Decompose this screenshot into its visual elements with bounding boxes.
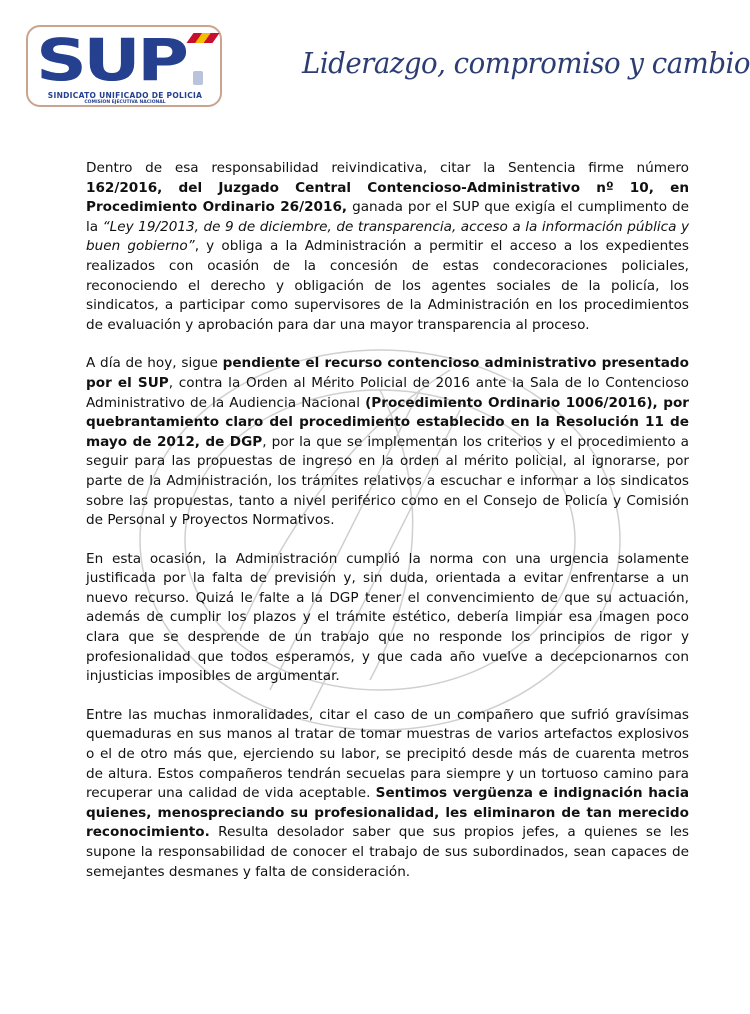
text-segment-normal: Entre las muchas inmoralidades, citar el caso de un compañero que sufrió gravísimas quemaduras en sus manos al tratar de tomar muestras de varios artefactos explosivos o el de otro más que, ejerciendo su labor, se precipitó desde más de cuarenta metros de altura. Estos compañeros tendrán secuelas para siempre y un tortuoso camino para recuperar una calidad de vida aceptable. xyxy=(86,706,689,802)
document-body xyxy=(86,159,689,901)
text-segment-normal: ganada por el SUP que exigía el cumplimento de la xyxy=(86,199,689,235)
letterhead xyxy=(0,0,750,120)
police-crest-icon xyxy=(193,71,203,85)
slogan: Liderazgo, compromiso y cambio xyxy=(302,46,750,80)
sup-logo xyxy=(26,25,222,107)
text-segment-bold: pendiente el recurso contencioso administrativo presentado por el SUP xyxy=(86,355,689,391)
text-segment-normal: Dentro de esa responsabilidad reivindicativa, citar la Sentencia firme número xyxy=(86,160,689,176)
text-segment-bold: Sentimos vergüenza e indignación hacia quienes, menospreciando su profesionalidad, les eliminaron de tan merecido reconocimiento. xyxy=(86,785,689,841)
text-segment-normal: Resulta desolador saber que sus propios jefes, a quienes se les supone la responsabilidad de conocer el trabajo de sus subordinados, sean capaces de semejantes desmanes y falta de consideración. xyxy=(86,824,689,880)
text-segment-normal: , por la que se implementan los criterios y el procedimiento a seguir para las propuestas de ingreso en la orden al mérito policial, al ignorarse, por parte de la Administración, los trámites relativos a escuchar e informar a los sindicatos sobre las propuestas, tanto a nivel periférico como en el Consejo de Policía y Comisión de Personal y Proyectos Normativos. xyxy=(86,433,689,529)
paragraph xyxy=(86,706,689,882)
logo-union-name: SINDICATO UNIFICADO DE POLICIA xyxy=(47,91,203,100)
logo-acronym: SUP xyxy=(36,26,186,94)
text-segment-normal: A día de hoy, sigue xyxy=(86,355,223,372)
text-segment-bold: (Procedimiento Ordinario 1006/2016), por quebrantamiento claro del procedimiento establecido en la Resolución 11 de mayo de 2012, de DGP xyxy=(86,394,689,450)
text-segment-normal: , contra la Orden al Mérito Policial de 2016 ante la Sala de lo Contencioso Administrativo de la Audiencia Nacional xyxy=(86,374,689,411)
spain-flag-icon xyxy=(186,33,219,43)
text-segment-normal: , y obliga a la Administración a permitir el acceso a los expedientes realizados con ocasión de la concesión de estas condecoraciones policiales, reconociendo el derecho y obligación de los agentes sociales de la policía, los sindicatos, a participar como supervisores de la Administración en los procedimientos de evaluación y aprobación para dar una mayor transparencia al proceso. xyxy=(86,238,690,333)
paragraph xyxy=(86,159,689,335)
text-segment-italic: “Ley 19/2013, de 9 de diciembre, de transparencia, acceso a la información pública y buen gobierno” xyxy=(86,218,690,255)
logo-subtitle: COMISION EJECUTIVA NACIONAL xyxy=(84,100,166,105)
paragraph xyxy=(86,354,689,530)
text-segment-bold: 162/2016, del Juzgado Central Contencioso-Administrativo nº 10, en Procedimiento Ordinario 26/2016, xyxy=(86,179,689,216)
text-segment-normal: En esta ocasión, la Administración cumplió la norma con una urgencia solamente justificada por la falta de previsión y, sin duda, orientada a evitar enfrentarse a un nuevo recurso. Quizá le falte a la DGP tener el convencimiento de que su actuación, además de cumplir los plazos y el trámite estético, debería limpiar esa imagen poco clara que se desprende de un trabajo que no responde los principios de rigor y profesionalidad que todos esperamos, y que cada año vuelve a decepcionarnos con injusticias imposibles de argumentar. xyxy=(86,550,689,685)
paragraph xyxy=(86,550,689,687)
